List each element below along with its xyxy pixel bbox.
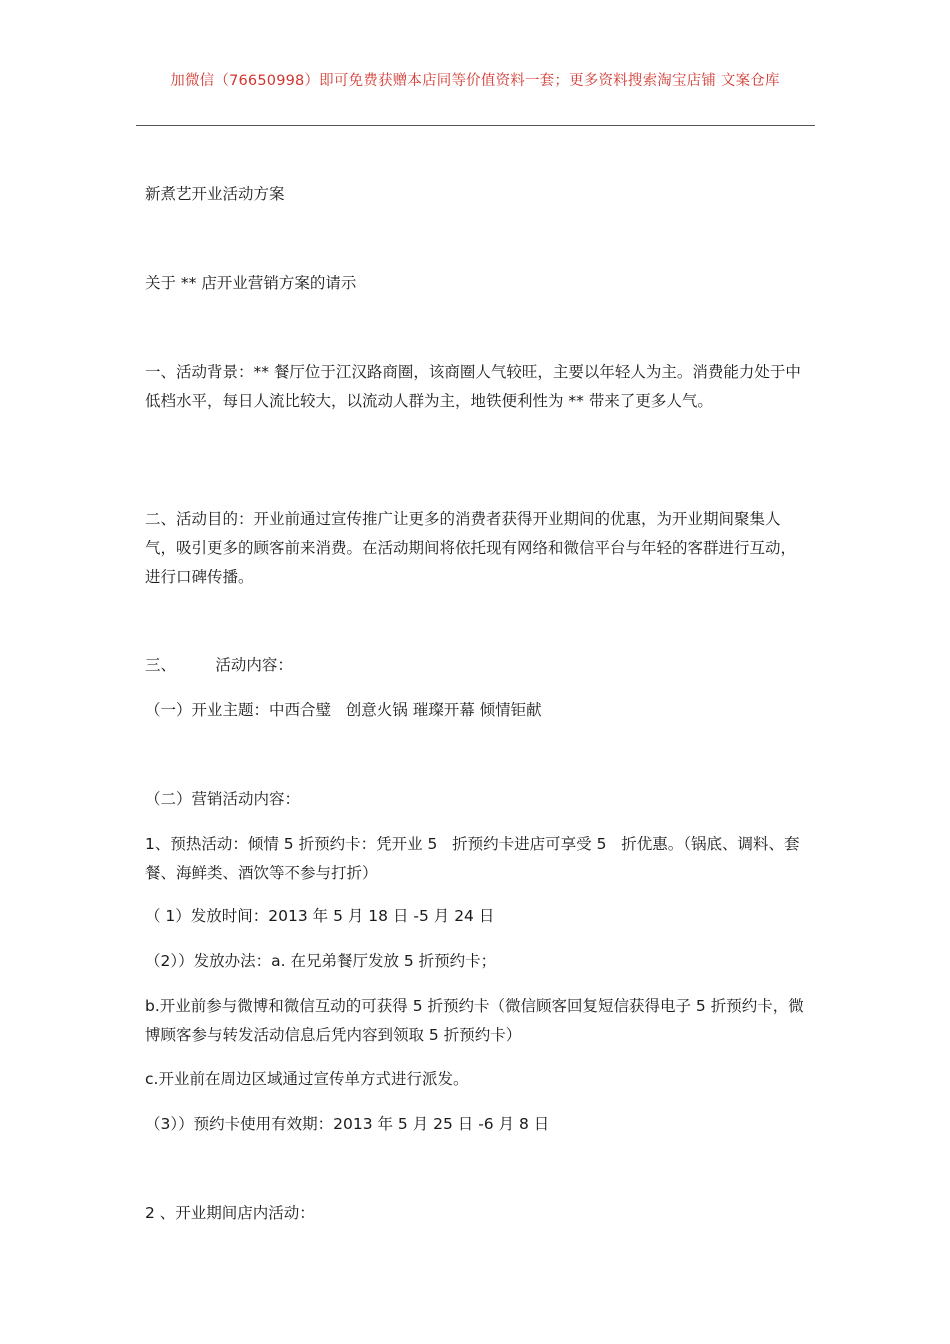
opening-theme: （一）开业主题：中西合璧 创意火锅 璀璨开幕 倾情钜献 bbox=[145, 701, 542, 719]
preheat-activity: 1、预热活动：倾情 5 折预约卡：凭开业 5 折预约卡进店可享受 5 折优惠。（锅底、调料、套餐、海鲜类、酒饮等不参与打折） bbox=[145, 835, 800, 882]
header-divider bbox=[136, 125, 815, 126]
document-subtitle: 关于 ** 店开业营销方案的请示 bbox=[145, 274, 357, 292]
distribution-method: （2））发放办法：a. 在兄弟餐厅发放 5 折预约卡； bbox=[145, 952, 497, 970]
distribution-method-b: b.开业前参与微博和微信互动的可获得 5 折预约卡（微信顾客回复短信获得电子 5 折预约卡，微博顾客参与转发活动信息后凭内容到领取 5 折预约卡） bbox=[145, 997, 804, 1044]
document-title: 新煮艺开业活动方案 bbox=[145, 185, 285, 203]
distribution-method-c: c.开业前在周边区域通过宣传单方式进行派发。 bbox=[145, 1070, 469, 1088]
section-content-heading: 三、 活动内容： bbox=[145, 656, 293, 674]
in-store-activity-heading: 2 、开业期间店内活动： bbox=[145, 1204, 315, 1222]
distribution-time: （ 1）发放时间：2013 年 5 月 18 日 -5 月 24 日 bbox=[145, 907, 495, 925]
card-validity: （3））预约卡使用有效期：2013 年 5 月 25 日 -6 月 8 日 bbox=[145, 1115, 550, 1133]
section-purpose: 二、活动目的：开业前通过宣传推广让更多的消费者获得开业期间的优惠，为开业期间聚集人气，吸引更多的顾客前来消费。在活动期间将依托现有网络和微信平台与年轻的客群进行互动，进行口碑传播。 bbox=[145, 510, 797, 586]
header-promo-note: 加微信（76650998）即可免费获赠本店同等价值资料一套；更多资料搜索淘宝店铺 文案仓库 bbox=[170, 73, 780, 89]
section-background: 一、活动背景：** 餐厅位于江汉路商圈，该商圈人气较旺，主要以年轻人为主。消费能力处于中低档水平，每日人流比较大，以流动人群为主，地铁便利性为 ** 带来了更多人气。 bbox=[145, 363, 801, 410]
marketing-heading: （二）营销活动内容： bbox=[145, 790, 301, 808]
